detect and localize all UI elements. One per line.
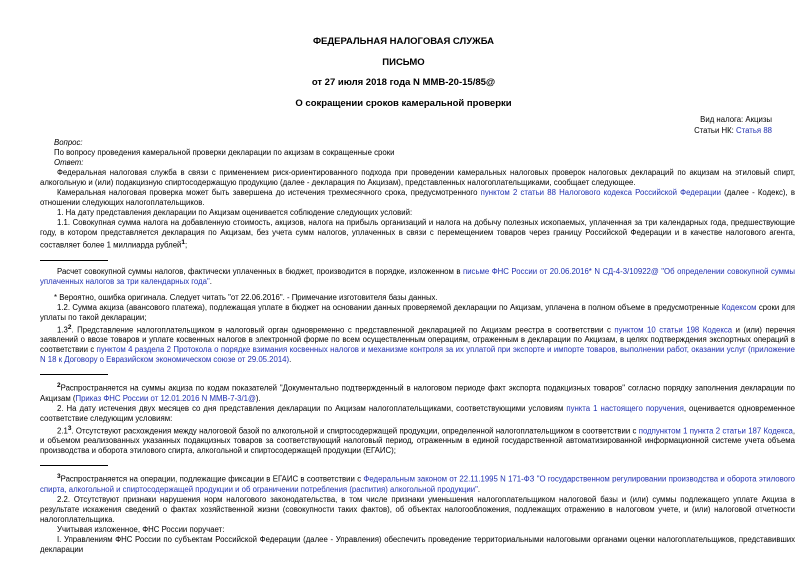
document-date-number: от 27 июля 2018 года N ММВ-20-15/85@ xyxy=(311,77,496,88)
fns-order-link[interactable]: Приказ ФНС России от 12.01.2016 N ММВ-7-3/1@ xyxy=(75,393,256,403)
footnote-separator xyxy=(40,465,108,466)
tax-articles-prefix: Статьи НК: xyxy=(694,126,737,135)
federal-law-link[interactable]: Федеральным законом от 22.11.1995 N 171-ФЗ "О государственном регулировании производства и оборота этилового спирта, алкогольной и спиртосодержащей продукции и об ограничении потребления (распития) алкогольной продукции" xyxy=(40,474,795,494)
article-187-link[interactable]: подпунктом 1 пункта 2 статьи 187 Кодекса xyxy=(638,426,793,436)
p6-text-a: . Представление налогоплательщиком в налоговый орган одновременно с представленной декларацией по Акцизам реестра в соответствии с xyxy=(71,325,615,335)
p8-text-b: , и объемом реализованных указанных подакцизных товаров за соответствующий налоговый период, отраженным в единой государственной автоматизированной информационной системе учета объема производства и оборота этилового спирта, алкогольной и спиртосодержащей продукции (ЕГАИС); xyxy=(40,426,795,456)
p8-text-a: . Отсутствуют расхождения между налоговой базой по алкогольной и спиртосодержащей продукции, определенной налогоплательщиком в соответствии с xyxy=(71,426,639,436)
footnote-marker-3: 3 xyxy=(67,424,72,432)
footnote-marker-2: 2 xyxy=(67,323,72,331)
footnote-1 xyxy=(40,267,795,287)
eaeu-protocol-link[interactable]: пунктом 4 раздела 2 Протокола о порядке взимания косвенных налогов и механизме контроля за их уплатой при экспорте и импорте товаров, выполнении работ, оказании услуг (приложение N 18 к Договору о Евразийском экономическом союзе от 29.05.2014) xyxy=(40,345,795,365)
p2-text-a: Камеральная налоговая проверка может быть завершена до истечения трехмесячного срока, предусмотренного xyxy=(57,188,481,197)
article-198-link[interactable]: пунктом 10 статьи 198 Кодекса xyxy=(614,325,733,335)
paragraph-deadline xyxy=(40,188,795,208)
item-1-link[interactable]: пункта 1 настоящего поручения xyxy=(566,403,684,413)
footnote-3 xyxy=(40,472,795,495)
paragraph-2 xyxy=(40,404,795,424)
footnote-3-marker: 3 xyxy=(57,473,61,481)
footnote-separator xyxy=(40,260,108,261)
p6-text-b: и (или) перечня заявлений о ввозе товаров и уплате косвенных налогов в электронной форме по всем осуществленным операциям, отраженным в декларации по Акцизам, в целях подтверждения экспортных операций в соответствии с xyxy=(40,325,796,355)
tax-type: Вид налога: Акцизы xyxy=(700,115,772,124)
p4-semicolon: ; xyxy=(185,240,188,250)
fns-letter-link[interactable]: письме ФНС России от 20.06.2016* N СД-4-3/10922@ "Об определении совокупной суммы уплаченных налогов за три календарных года" xyxy=(40,266,795,286)
p2-text-b: (далее - Кодекс), в отношении следующих налогоплательщиков. xyxy=(40,188,795,207)
p5-text-b: сроки для уплаты по такой декларации; xyxy=(40,302,795,322)
footnote-marker-1: 1 xyxy=(181,239,186,246)
p5-text-a: 1.2. Сумма акциза (авансового платежа), подлежащая уплате в бюджет на основании данных проверяемой декларации по Акцизам, уплачена в полном объеме в предусмотренные xyxy=(57,302,722,312)
document-body xyxy=(40,138,795,555)
fn2-text-a: Распространяется на суммы акциза по кодам показателей "Документально подтвержденный в налоговом периоде факт экспорта подакцизных товаров" согласно порядку заполнения декларации по Акцизам ( xyxy=(40,383,795,403)
article-88-p2-link[interactable]: пунктом 2 статьи 88 Налогового кодекса Российской Федерации xyxy=(480,188,721,197)
p6-text-c: . xyxy=(289,355,292,365)
paragraph-1-3 xyxy=(40,323,795,366)
paragraph-intro: Федеральная налоговая служба в связи с применением риск-ориентированного подхода при проведении камеральных налоговых проверок налоговых деклараций по акцизам на этиловый спирт, алкогольную и (или) подакцизную спиртосодержащую продукцию (далее - декларация по Акцизам), представленных налогоплательщиками, сообщает следующее. xyxy=(40,168,795,187)
agency-title: ФЕДЕРАЛЬНАЯ НАЛОГОВАЯ СЛУЖБА xyxy=(312,36,495,47)
document-subject: О сокращении сроков камеральной проверки xyxy=(295,98,512,109)
paragraph-1-1 xyxy=(40,218,795,251)
fn1-text-a: Расчет совокупной суммы налогов, фактически уплаченных в бюджет, производится в порядке, изложенном в xyxy=(57,266,463,276)
footnote-separator xyxy=(40,374,108,375)
tax-articles xyxy=(694,126,772,136)
footnote-2-marker: 2 xyxy=(57,382,61,390)
paragraph-i: I. Управлениям ФНС России по субъектам Российской Федерации (далее - Управления) обеспечить проведение территориальными налоговыми органами оценки налогоплательщиков, представивших декларации xyxy=(40,534,795,554)
answer-label: Ответ: xyxy=(54,158,84,167)
question-text: По вопросу проведения камеральной проверки декларации по акцизам в сокращенные сроки xyxy=(54,148,395,157)
p7-text-b: , оценивается одновременное соответствие следующим условиям: xyxy=(40,403,795,423)
article-88-link[interactable]: Статья 88 xyxy=(736,126,772,135)
editor-note: * Вероятно, ошибка оригинала. Следует читать "от 22.06.2016". - Примечание изготовителя базы данных. xyxy=(54,292,438,302)
question-label: Вопрос: xyxy=(54,138,83,147)
paragraph-2-1 xyxy=(40,424,795,457)
paragraph-2-2: 2.2. Отсутствуют признаки нарушения норм налогового законодательства, в том числе признаки уменьшения налогоплательщиком налоговой базы и (или) суммы подлежащего уплате Акциза в результате искажения сведений о фактах хозяйственной жизни (совокупности таких фактов), об объектах налогообложения, подлежащих отражению в налоговом учете, и (или) налоговой отчетности налогоплательщика. xyxy=(40,494,795,524)
paragraph-instruction: Учитывая изложенное, ФНС России поручает: xyxy=(57,524,225,534)
paragraph-conditions: 1. На дату представления декларации по Акцизам оценивается соблюдение следующих условий: xyxy=(57,208,413,217)
fn2-text-b: ). xyxy=(255,393,261,403)
fn3-text-a: Распространяется на операции, подлежащие фиксации в ЕГАИС в соответствии с xyxy=(60,474,364,484)
code-link[interactable]: Кодексом xyxy=(721,302,757,312)
p7-text-a: 2. На дату истечения двух месяцев со дня представления декларации по Акцизам налогоплательщиками, соответствующими условиям xyxy=(57,403,567,413)
footnote-2 xyxy=(40,381,795,404)
document-type: ПИСЬМО xyxy=(382,57,425,68)
fn1-text-b: . xyxy=(209,276,212,286)
paragraph-1-2 xyxy=(40,303,795,323)
p8-number: 2.1 xyxy=(57,426,68,436)
p4-text: 1.1. Совокупная сумма налога на добавленную стоимость, акцизов, налога на прибыль организаций и налога на добычу полезных ископаемых, уплаченная за три календарных года, предшествующие году, в котором представляется декларация по Акцизам, без учета сумм налогов, уплаченных в связи с перемещением товаров через границу Российской Федерации и в качестве налогового агента, составляет более 1 миллиарда рублей xyxy=(40,218,795,250)
p6-number: 1.3 xyxy=(57,325,68,335)
fn3-text-b: . xyxy=(477,484,481,494)
